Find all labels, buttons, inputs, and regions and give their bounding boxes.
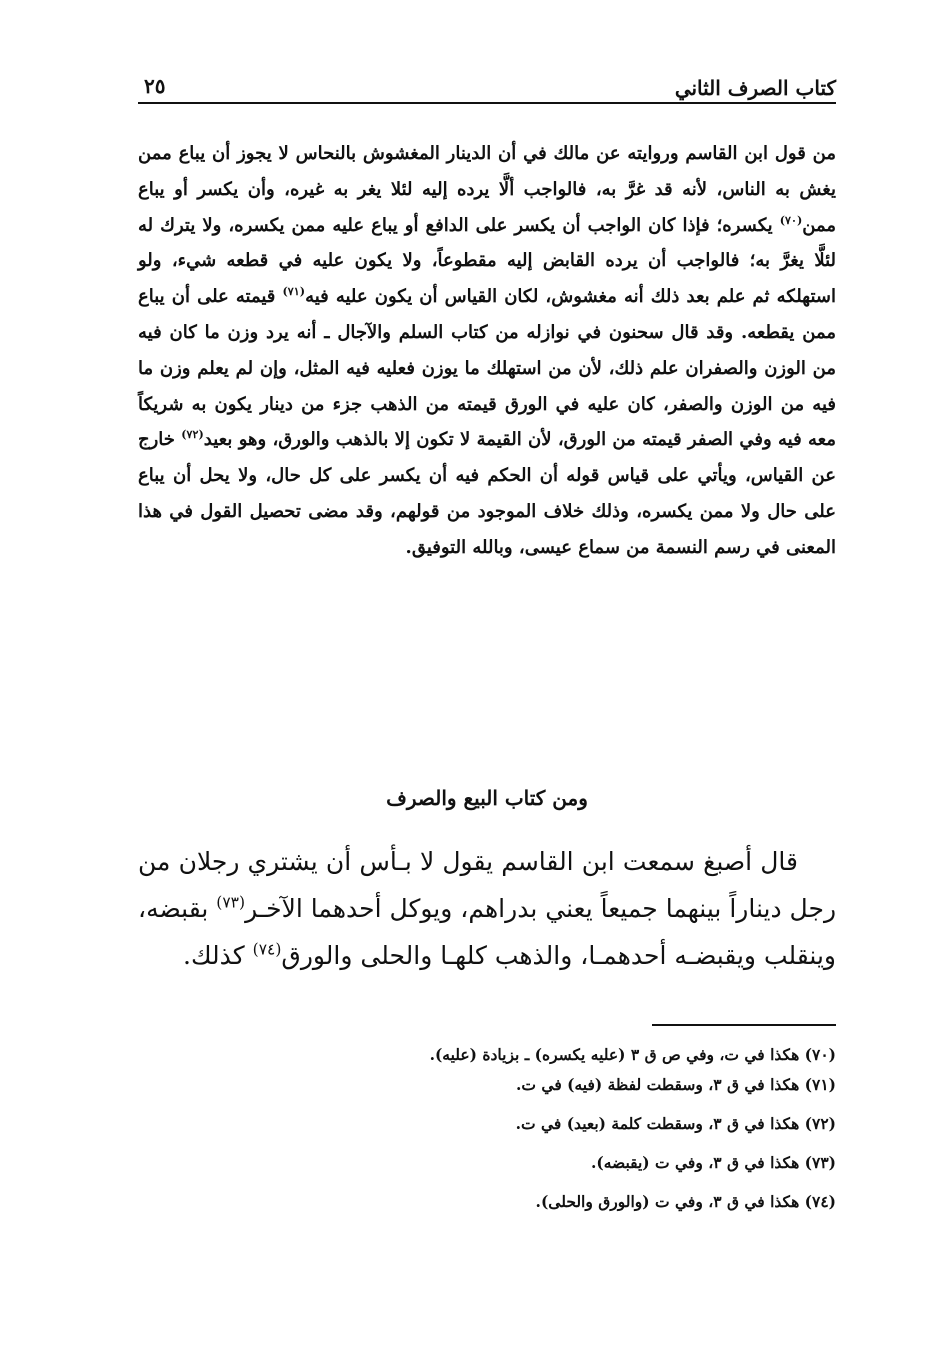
hadith-text-segment: قال أصبغ سمعت ابن القاسم يقول لا بـأس أن يشتري رجلان من رجل ديناراً بينهما جميعاً يعني بدراهم، ويوكل أحدهما الآخـر	[138, 847, 837, 923]
footnote-ref: (٧٢)	[181, 428, 204, 442]
footnotes	[138, 1040, 836, 1217]
footnote: (٧٣) هكذا في ق ٣، وفي ت (يقبضه).	[590, 1153, 836, 1172]
hadith-text-segment: بقبضه، وينقلب ويقبضـه أحدهمـا، والذهب كلهـا والحلى والورق	[138, 894, 836, 970]
main-text-segment: من قول ابن القاسم وروايته عن مالك في أن الدينار المغشوش بالنحاس لا يجوز أن يباع ممن يغش به الناس، لأنه قد غرَّ به، فالواجب ألَّا يرده إليه لئلا يغر به غيره، وأن يكسر أو يباع ممن	[138, 143, 836, 236]
main-text-segment: يكسره؛ فإذا كان الواجب أن يكسر على الدافع أو يباع عليه ممن يكسره، ولا يترك له لئلَّا يغرَّ به؛ فالواجب أن يرده القابض إليه مقطوعاً، ولا يكون عليه في قطعه شيء، ولو استهلكه ثم علم بعد ذلك أنه مغشوش، لكان القياس أن يكون عليه فيه	[138, 214, 836, 308]
footnote-divider	[652, 1024, 836, 1026]
hadith-text-segment: كذلك.	[183, 941, 253, 970]
footnote: (٧١) هكذا في ق ٣، وسقطت لفظة (فيه) في ت.	[516, 1075, 836, 1094]
page-header	[138, 70, 836, 104]
footnote: (٧٤) هكذا في ق ٣، وفي ت (والورق والحلى).	[535, 1192, 836, 1211]
footnote-ref: (٧٣)	[216, 893, 246, 912]
footnote-ref: (٧١)	[282, 285, 306, 299]
footnote-ref: (٧٤)	[252, 940, 282, 959]
footnote-ref: (٧٠)	[779, 213, 803, 227]
main-text-segment: قيمته على أن يباع ممن يقطعه. وقد قال سحنون في نوازله من كتاب السلم والآجال ـ أنه يرد وزن ما كان فيه من الوزن والصفران علم ذلك، لأن من استهلك ما يوزن فعليه فيه المثل، وإن لم يعلم وزن ما فيه من الوزن والصفر، كان عليه في الورق قيمته من الذهب جزء من دينار يكون به شريكاً معه فيه وفي الصفر قيمته من الورق، لأن القيمة لا تكون إلا بالذهب والورق، وهو بعيد	[138, 286, 836, 451]
main-text-segment: خارج عن القياس، ويأتي على قياس قوله أن الحكم فيه أن يكسر على كل حال، ولا يحل أن يباع على حال ولا ممن يكسره، وذلك خلاف الموجود من قولهم، وقد مضى تحصيل القول في هذا المعنى في رسم النسمة من سماع عيسى، وبالله التوفيق.	[138, 429, 836, 558]
footnote: (٧٠) هكذا في ت، وفي ص ق ٣ (عليه يكسره) ـ بزيادة (عليه).	[429, 1045, 836, 1064]
hadith-paragraph	[138, 838, 836, 979]
page-number: ٢٥	[144, 74, 166, 98]
main-paragraph	[138, 136, 836, 566]
section-heading: ومن كتاب البيع والصرف	[386, 786, 588, 810]
footnote: (٧٢) هكذا في ق ٣، وسقطت كلمة (بعيد) في ت.	[515, 1114, 836, 1133]
running-title: كتاب الصرف الثاني	[674, 76, 836, 100]
